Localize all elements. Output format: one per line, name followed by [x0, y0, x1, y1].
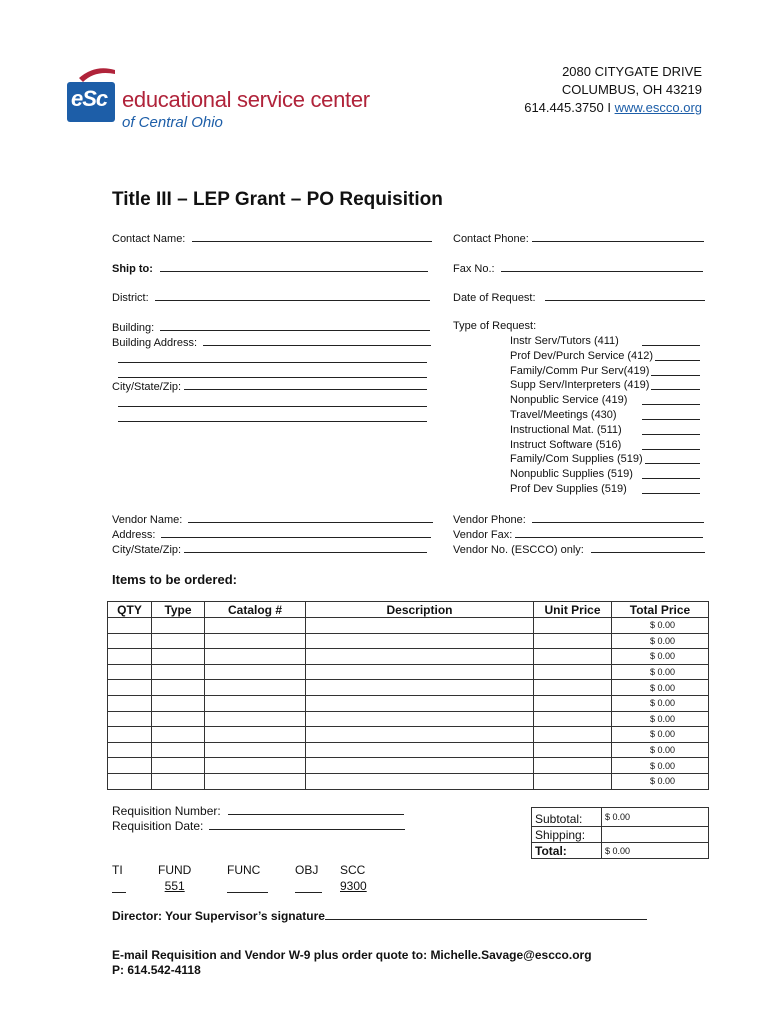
vendor-address-row — [112, 527, 431, 541]
subtotal-value: $ 0.00 — [602, 808, 709, 827]
request-type-blank[interactable] — [655, 349, 700, 361]
building-address-label: Building Address: — [112, 337, 197, 349]
building-address-extra-lines[interactable] — [118, 348, 427, 378]
item-cell[interactable] — [152, 758, 205, 774]
item-cell[interactable] — [152, 773, 205, 789]
contact-name-field[interactable] — [192, 231, 432, 242]
address-line-1: 2080 CITYGATE DRIVE — [562, 64, 702, 79]
fund-label: FUND — [158, 863, 192, 877]
fax-label: Fax No.: — [453, 263, 495, 275]
phone: 614.445.3750 I — [524, 100, 615, 115]
building-row — [112, 320, 430, 334]
table-row — [108, 773, 709, 789]
item-cell[interactable] — [306, 695, 534, 711]
vendor-address-field[interactable] — [161, 527, 431, 538]
item-cell[interactable] — [534, 680, 612, 696]
request-type-blank[interactable] — [651, 378, 700, 390]
item-cell[interactable] — [306, 618, 534, 634]
vendor-city-state-zip-row — [112, 542, 427, 556]
total-price-cell: $ 0.00 — [612, 711, 709, 727]
col-qty: QTY — [108, 602, 152, 618]
total-value: $ 0.00 — [602, 843, 709, 859]
item-cell[interactable] — [108, 742, 152, 758]
request-type-label: Prof Dev Supplies (519) — [510, 482, 627, 495]
request-type-label: Family/Com Supplies (519) — [510, 453, 643, 466]
item-cell[interactable] — [152, 633, 205, 649]
item-cell[interactable] — [152, 727, 205, 743]
total-row — [532, 843, 709, 859]
item-cell[interactable] — [108, 773, 152, 789]
shipping-row — [532, 827, 709, 843]
request-type-label: Nonpublic Service (419) — [510, 394, 628, 407]
request-type-item — [510, 467, 700, 482]
ti-label: TI — [112, 863, 123, 877]
table-row — [108, 618, 709, 634]
item-cell[interactable] — [205, 618, 306, 634]
subtotal-row — [532, 808, 709, 827]
code-obj — [295, 863, 322, 896]
request-type-label: Instr Serv/Tutors (411) — [510, 335, 619, 347]
request-type-item — [510, 393, 700, 408]
request-type-blank[interactable] — [645, 452, 700, 464]
ti-field[interactable] — [112, 882, 126, 893]
item-cell[interactable] — [306, 742, 534, 758]
request-type-blank[interactable] — [642, 482, 700, 494]
city-state-zip-row — [112, 379, 427, 393]
table-row — [108, 695, 709, 711]
item-cell[interactable] — [205, 758, 306, 774]
item-cell[interactable] — [534, 649, 612, 665]
district-row — [112, 290, 430, 304]
func-field[interactable] — [227, 882, 268, 893]
date-of-request-row — [453, 290, 705, 304]
vendor-city-state-zip-field[interactable] — [184, 542, 427, 553]
request-type-item — [510, 334, 700, 349]
code-func — [227, 863, 268, 896]
table-row — [108, 758, 709, 774]
email-instructions: E-mail Requisition and Vendor W-9 plus order quote to: Michelle.Savage@escco.org — [112, 948, 592, 962]
fax-row — [453, 261, 703, 275]
item-cell[interactable] — [108, 618, 152, 634]
col-unit-price: Unit Price — [534, 602, 612, 618]
item-cell[interactable] — [205, 773, 306, 789]
fax-field[interactable] — [501, 261, 703, 272]
item-cell[interactable] — [306, 680, 534, 696]
logo-sub: of Central Ohio — [122, 114, 223, 131]
request-type-label: Instructional Mat. (511) — [510, 423, 622, 436]
item-cell[interactable] — [534, 742, 612, 758]
date-of-request-label: Date of Request: — [453, 292, 536, 304]
total-price-cell: $ 0.00 — [612, 758, 709, 774]
item-cell[interactable] — [534, 633, 612, 649]
item-cell[interactable] — [152, 618, 205, 634]
code-fund — [158, 863, 191, 893]
city-state-zip-extra-lines[interactable] — [118, 392, 427, 422]
item-cell[interactable] — [152, 711, 205, 727]
item-cell[interactable] — [306, 773, 534, 789]
vendor-no-field[interactable] — [591, 542, 705, 553]
item-cell[interactable] — [205, 695, 306, 711]
item-cell[interactable] — [534, 727, 612, 743]
col-catalog: Catalog # — [205, 602, 306, 618]
item-cell[interactable] — [108, 727, 152, 743]
item-cell[interactable] — [534, 758, 612, 774]
totals-table — [531, 807, 709, 859]
building-label: Building: — [112, 322, 155, 334]
total-price-cell: $ 0.00 — [612, 742, 709, 758]
code-scc — [340, 863, 367, 893]
item-cell[interactable] — [108, 649, 152, 665]
address-line-2: COLUMBUS, OH 43219 — [561, 82, 702, 97]
request-type-item — [510, 378, 700, 393]
vendor-name-row — [112, 512, 433, 526]
item-cell[interactable] — [108, 695, 152, 711]
building-address-field[interactable] — [203, 335, 431, 346]
items-title: Items to be ordered: — [112, 572, 237, 587]
item-cell[interactable] — [152, 680, 205, 696]
city-state-zip-field[interactable] — [184, 379, 427, 390]
request-type-label: Instruct Software (516) — [510, 438, 622, 451]
total-price-cell: $ 0.00 — [612, 773, 709, 789]
shipping-label: Shipping: — [532, 827, 602, 843]
item-cell[interactable] — [108, 711, 152, 727]
vendor-phone-field[interactable] — [532, 512, 704, 523]
item-cell[interactable] — [205, 680, 306, 696]
total-price-cell: $ 0.00 — [612, 618, 709, 634]
total-price-cell: $ 0.00 — [612, 633, 709, 649]
page-title: Title III – LEP Grant – PO Requisition — [112, 189, 443, 210]
vendor-name-label: Vendor Name: — [112, 514, 183, 526]
district-label: District: — [112, 292, 149, 304]
total-price-cell: $ 0.00 — [612, 664, 709, 680]
contact-phone-row — [453, 231, 704, 245]
obj-label: OBJ — [295, 863, 319, 877]
requisition-number-field[interactable] — [228, 804, 404, 815]
logo-name: educational service center — [122, 87, 370, 112]
address-line-3 — [442, 99, 702, 117]
request-type-label: Supp Serv/Interpreters (419) — [510, 379, 650, 392]
item-cell[interactable] — [306, 711, 534, 727]
website-link[interactable]: www.escco.org — [614, 100, 702, 115]
logo-letters: eSc — [71, 86, 108, 111]
date-of-request-field[interactable] — [545, 290, 705, 301]
item-cell[interactable] — [306, 633, 534, 649]
table-row — [108, 680, 709, 696]
col-total-price: Total Price — [612, 602, 709, 618]
request-type-blank[interactable] — [642, 334, 700, 346]
ship-to-label: Ship to: — [112, 263, 153, 275]
shipping-value[interactable] — [602, 827, 709, 843]
type-of-request-label: Type of Request: — [453, 320, 537, 332]
item-cell[interactable] — [205, 727, 306, 743]
item-cell[interactable] — [306, 727, 534, 743]
table-row — [108, 742, 709, 758]
logo — [67, 64, 407, 136]
vendor-name-field[interactable] — [188, 512, 433, 523]
vendor-fax-row — [453, 527, 703, 541]
contact-phone-footer: P: 614.542-4118 — [112, 963, 201, 977]
request-type-blank[interactable] — [642, 467, 700, 479]
total-price-cell: $ 0.00 — [612, 695, 709, 711]
table-row — [108, 664, 709, 680]
vendor-fax-label: Vendor Fax: — [453, 529, 513, 541]
item-cell[interactable] — [534, 711, 612, 727]
requisition-number-row — [112, 804, 404, 818]
item-cell[interactable] — [205, 633, 306, 649]
item-cell[interactable] — [152, 664, 205, 680]
item-cell[interactable] — [306, 664, 534, 680]
item-cell[interactable] — [205, 711, 306, 727]
vendor-address-label: Address: — [112, 529, 156, 541]
item-cell[interactable] — [534, 664, 612, 680]
director-signature-field[interactable] — [325, 908, 647, 920]
table-row — [108, 633, 709, 649]
vendor-phone-row — [453, 512, 704, 526]
request-type-item — [510, 423, 700, 438]
item-cell[interactable] — [108, 680, 152, 696]
table-row — [108, 727, 709, 743]
item-cell[interactable] — [205, 742, 306, 758]
item-cell[interactable] — [108, 758, 152, 774]
building-field[interactable] — [160, 320, 430, 331]
director-label: Director: Your Supervisor’s signature — [112, 909, 325, 923]
vendor-no-label: Vendor No. (ESCCO) only: — [453, 544, 584, 556]
request-type-blank[interactable] — [642, 438, 700, 450]
subtotal-label: Subtotal: — [532, 808, 602, 827]
item-cell[interactable] — [205, 649, 306, 665]
requisition-date-field[interactable] — [209, 819, 405, 830]
vendor-city-state-zip-label: City/State/Zip: — [112, 544, 182, 556]
total-price-cell: $ 0.00 — [612, 727, 709, 743]
item-cell[interactable] — [205, 664, 306, 680]
request-type-label: Family/Comm Pur Serv(419) — [510, 364, 650, 377]
col-type: Type — [152, 602, 205, 618]
items-table — [107, 601, 709, 790]
ship-to-field[interactable] — [160, 261, 428, 272]
items-header-row — [108, 602, 709, 618]
request-type-item — [510, 364, 700, 379]
requisition-date-label: Requisition Date: — [112, 819, 204, 833]
request-type-label: Prof Dev/Purch Service (412) — [510, 349, 654, 362]
request-type-label: Nonpublic Supplies (519) — [510, 468, 633, 481]
item-cell[interactable] — [306, 649, 534, 665]
vendor-phone-label: Vendor Phone: — [453, 514, 526, 526]
item-cell[interactable] — [108, 633, 152, 649]
item-cell[interactable] — [108, 664, 152, 680]
building-address-row — [112, 335, 431, 349]
table-row — [108, 649, 709, 665]
request-type-item — [510, 438, 700, 453]
item-cell[interactable] — [152, 695, 205, 711]
obj-field[interactable] — [295, 882, 322, 893]
item-cell[interactable] — [306, 758, 534, 774]
code-ti — [112, 863, 126, 896]
ship-to-row — [112, 261, 428, 275]
total-label: Total: — [532, 843, 602, 859]
item-cell[interactable] — [152, 649, 205, 665]
request-type-item — [510, 408, 700, 423]
func-label: FUNC — [227, 863, 261, 877]
total-price-cell: $ 0.00 — [612, 680, 709, 696]
contact-name-row — [112, 231, 432, 245]
request-type-label: Travel/Meetings (430) — [510, 408, 617, 421]
item-cell[interactable] — [152, 742, 205, 758]
city-state-zip-label: City/State/Zip: — [112, 381, 182, 393]
request-type-blank[interactable] — [642, 393, 700, 405]
contact-phone-label: Contact Phone: — [453, 233, 529, 245]
item-cell[interactable] — [534, 773, 612, 789]
scc-label: SCC — [340, 863, 366, 877]
request-type-list — [510, 334, 700, 497]
col-description: Description — [306, 602, 534, 618]
vendor-fax-field[interactable] — [515, 527, 703, 538]
item-cell[interactable] — [534, 618, 612, 634]
vendor-no-row — [453, 542, 705, 556]
request-type-blank[interactable] — [642, 423, 700, 435]
contact-phone-field[interactable] — [532, 231, 704, 242]
request-type-item — [510, 452, 700, 467]
fund-value: 551 — [164, 879, 185, 893]
requisition-date-row — [112, 819, 405, 833]
item-cell[interactable] — [534, 695, 612, 711]
address-block — [442, 63, 702, 117]
table-row — [108, 711, 709, 727]
scc-value: 9300 — [340, 879, 367, 893]
district-field[interactable] — [155, 290, 430, 301]
request-type-blank[interactable] — [651, 364, 700, 376]
contact-name-label: Contact Name: — [112, 233, 186, 245]
director-signature-row — [112, 908, 647, 923]
request-type-item — [510, 349, 700, 364]
requisition-number-label: Requisition Number: — [112, 804, 221, 818]
request-type-blank[interactable] — [642, 408, 700, 420]
request-type-item — [510, 482, 700, 497]
total-price-cell: $ 0.00 — [612, 649, 709, 665]
